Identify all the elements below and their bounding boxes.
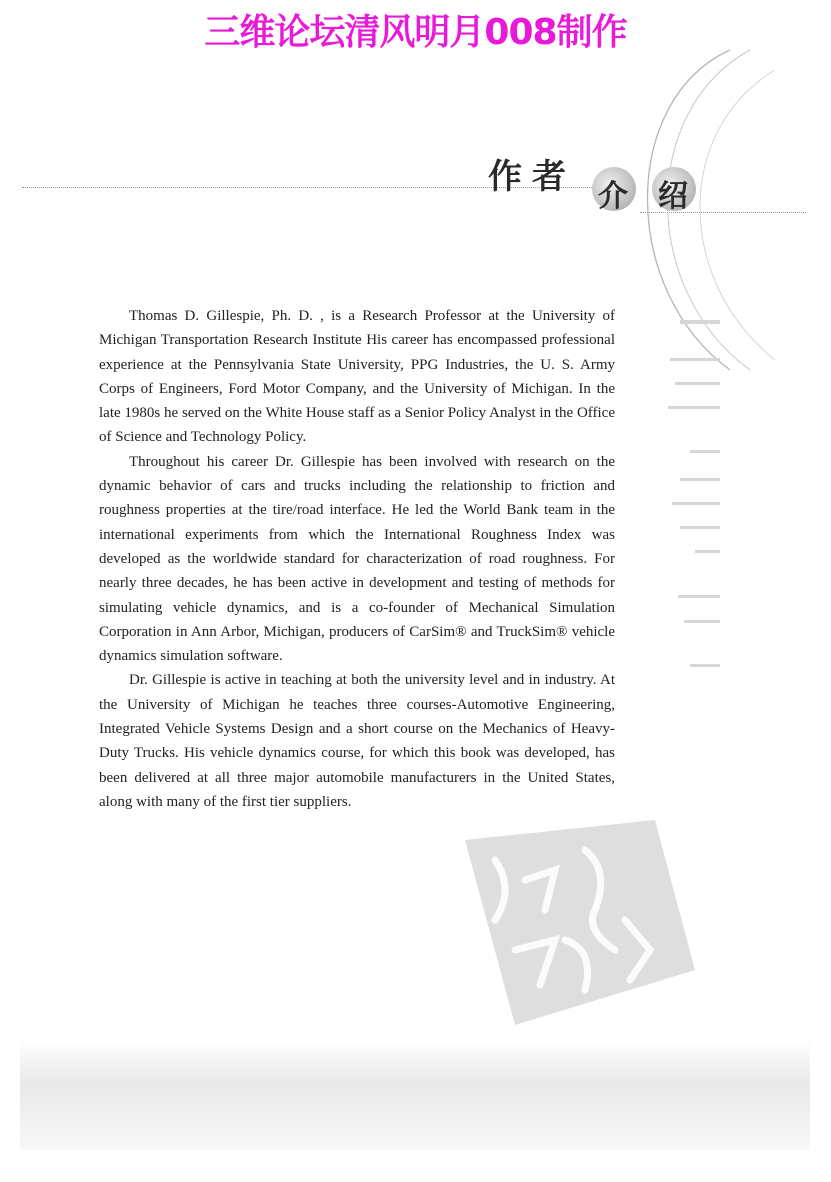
title-char-2: 者 (532, 157, 566, 197)
seal-watermark-image (455, 820, 705, 1030)
author-biography (99, 304, 615, 814)
title-char-4: 绍 (658, 179, 688, 214)
faint-side-marks (650, 310, 730, 690)
bio-paragraph-1: Thomas D. Gillespie, Ph. D. , is a Research Professor at the University of Michigan Transportation Research Institute His career has encompassed professional experience at the Pennsylvania State University, PPG Industries, the U. S. Army Corps of Engineers, Ford Motor Company, and the University of Michigan. In the late 1980s he served on the White House staff as a Senior Policy Analyst in the Office of Science and Technology Policy. (99, 308, 615, 446)
title-char-1: 作 (488, 157, 522, 197)
watermark-text: 三维论坛清风明月008制作 (204, 12, 627, 53)
bio-paragraph-3: Dr. Gillespie is active in teaching at both the university level and in industry. At the University of Michigan he teaches three courses-Automotive Engineering, Integrated Vehicle Systems Design and a short course on the Mechanics of Heavy-Duty Trucks. His vehicle dynamics course, for which this book was developed, has been delivered at all three major automobile manufacturers in the United States, along with many of the first tier suppliers. (99, 672, 615, 810)
bio-paragraph-2: Throughout his career Dr. Gillespie has been involved with research on the dynamic behavior of cars and trucks including the relationship to friction and roughness properties at the tire/road interface. He led the World Bank team in the international experiments from which the International Roughness Index was developed as the worldwide standard for characterization of road roughness. For nearly three decades, he has been active in development and testing of methods for simulating vehicle dynamics, and is a co-founder of Mechanical Simulation Corporation in Ann Arbor, Michigan, producers of CarSim® and TruckSim® vehicle dynamics simulation software. (99, 453, 615, 665)
title-char-3: 介 (598, 179, 628, 214)
scan-shadow-band (20, 1040, 810, 1150)
